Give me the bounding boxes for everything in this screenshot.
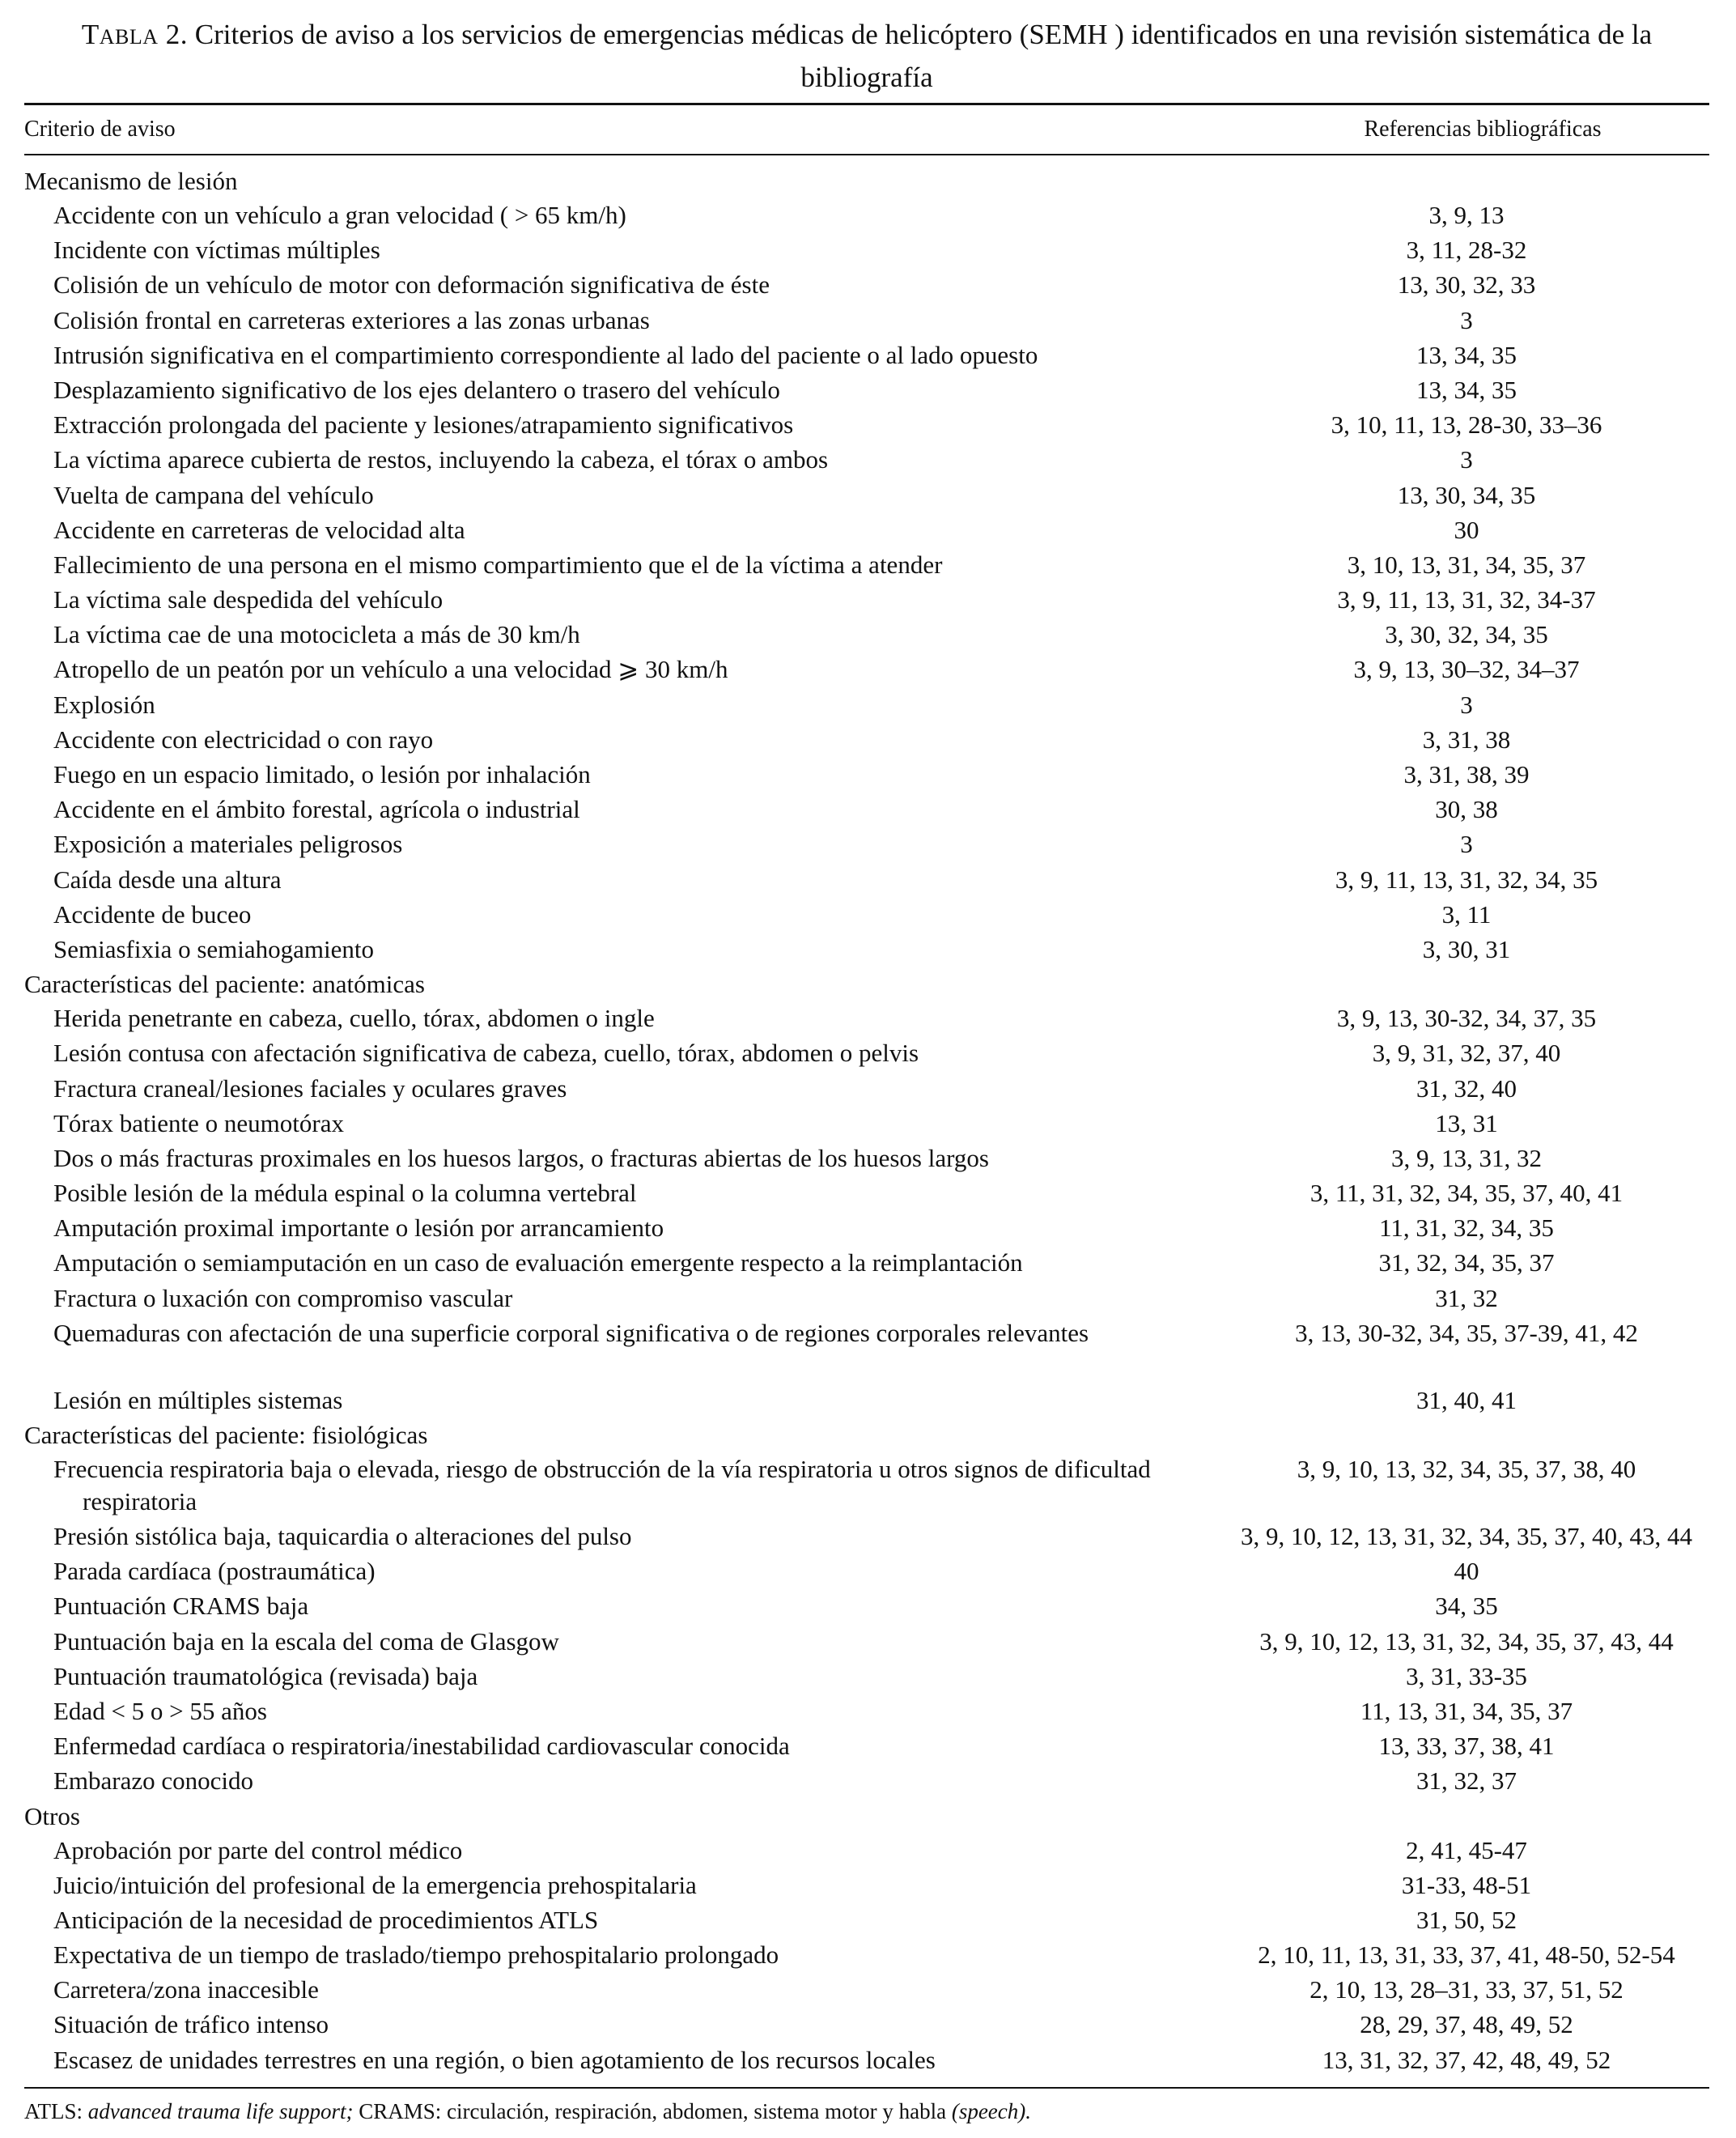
table-row: [24, 793, 1709, 828]
section-row: [24, 1419, 1709, 1453]
references-cell: 40: [1454, 1557, 1479, 1586]
criterion-cell: Frecuencia respiratoria baja o elevada, riesgo de obstrucción de la vía respiratoria u otros signos de dificultad respiratoria: [53, 1455, 1151, 1515]
criterion-cell: Exposición a materiales peligrosos: [53, 830, 403, 859]
table-row: [24, 864, 1709, 899]
table-footnote: [24, 2097, 1709, 2126]
bottom-rule: [24, 2087, 1709, 2089]
references-cell: 3, 11, 31, 32, 34, 35, 37, 40, 41: [1309, 1179, 1624, 1208]
criterion-cell: Amputación proximal importante o lesión por arrancamiento: [53, 1214, 664, 1243]
criterion-cell: Desplazamiento significativo de los ejes delantero o trasero del vehículo: [53, 375, 780, 404]
criterion-cell: Carretera/zona inaccesible: [53, 1975, 319, 2004]
criterion-cell: Fractura craneal/lesiones faciales y oculares graves: [53, 1073, 567, 1103]
table-row: [24, 584, 1709, 618]
table-row: [24, 269, 1709, 304]
table-row: [24, 653, 1709, 688]
criterion-cell: Colisión frontal en carreteras exteriores a las zonas urbanas: [53, 305, 650, 334]
table-row: [24, 1590, 1709, 1625]
criterion-cell: Puntuación baja en la escala del coma de Glasgow: [53, 1626, 559, 1656]
criterion-cell: Fallecimiento de una persona en el mismo compartimiento que el de la víctima a atender: [53, 550, 943, 579]
references-cell: 3, 9, 10, 13, 32, 34, 35, 37, 38, 40: [1297, 1455, 1636, 1483]
criterion-cell: Aprobación por parte del control médico: [53, 1835, 463, 1864]
table-row: [24, 828, 1709, 863]
header-criterion: Criterio de aviso: [24, 117, 176, 142]
section-title: Otros: [24, 1801, 80, 1830]
table-row: [24, 339, 1709, 374]
references-cell: 3, 31, 33-35: [1406, 1661, 1527, 1690]
references-cell: 2, 10, 11, 13, 31, 33, 37, 41, 48-50, 52-54: [1258, 1940, 1675, 1970]
table-row: [24, 1626, 1709, 1660]
criterion-cell: Caída desde una altura: [53, 865, 282, 894]
footnote-crams-def: circulación, respiración, abdomen, sistema motor y habla: [447, 2098, 947, 2123]
references-cell: 3, 31, 38: [1422, 725, 1511, 754]
criterion-cell: La víctima cae de una motocicleta a más de 30 km/h: [53, 620, 580, 649]
table-row: [24, 1384, 1709, 1419]
references-cell: 3: [1460, 445, 1473, 474]
table-row: [24, 1834, 1709, 1869]
references-cell: 31, 32: [1435, 1283, 1498, 1312]
footnote-crams-en: (speech).: [951, 2098, 1032, 2123]
table-row: [24, 1073, 1709, 1107]
references-cell: 11, 31, 32, 34, 35: [1379, 1214, 1554, 1243]
references-cell: 3, 9, 13: [1428, 201, 1505, 229]
table-page: [24, 15, 1709, 2126]
section-row: [24, 968, 1709, 1002]
criterion-cell: Puntuación CRAMS baja: [53, 1592, 309, 1621]
references-cell: 31, 50, 52: [1416, 1905, 1517, 1934]
table-row: [24, 759, 1709, 793]
table-row: [24, 234, 1709, 269]
footnote-atls-abbr: ATLS:: [24, 2098, 83, 2123]
references-cell: 3, 10, 11, 13, 28-30, 33–36: [1331, 410, 1602, 440]
criterion-cell: Anticipación de la necesidad de procedimientos ATLS: [53, 1905, 599, 1934]
criterion-cell: Vuelta de campana del vehículo: [53, 480, 374, 509]
criterion-cell: Fractura o luxación con compromiso vascular: [53, 1283, 513, 1312]
criterion-cell: Accidente en carreteras de velocidad alta: [53, 515, 465, 544]
references-cell: 3, 11, 28-32: [1406, 236, 1527, 265]
section-title: Mecanismo de lesión: [24, 167, 238, 195]
table-row: [24, 1002, 1709, 1037]
references-cell: 34, 35: [1435, 1592, 1498, 1621]
table-row: [24, 1555, 1709, 1590]
criterion-cell: Edad < 5 o > 55 años: [53, 1696, 267, 1725]
table-row: [24, 374, 1709, 409]
section-title: Características del paciente: fisiológicas: [24, 1421, 428, 1449]
criterion-cell: Amputación o semiamputación en un caso de evaluación emergente respecto a la reimplantación: [53, 1248, 1023, 1277]
references-cell: 3, 30, 31: [1422, 934, 1511, 963]
table-header: [24, 105, 1709, 154]
table-row: [24, 1177, 1709, 1212]
criterion-cell: Escasez de unidades terrestres en una región, o bien agotamiento de los recursos locales: [53, 2045, 936, 2074]
table-row: [24, 1765, 1709, 1800]
table-row: [24, 1974, 1709, 2008]
references-cell: 3: [1460, 830, 1473, 859]
table-row: [24, 2044, 1709, 2079]
section-row: [24, 165, 1709, 199]
footnote-crams-abbr: CRAMS:: [359, 2098, 442, 2123]
criterion-cell: Posible lesión de la médula espinal o la columna vertebral: [53, 1179, 637, 1208]
criterion-cell: Accidente en el ámbito forestal, agrícola o industrial: [53, 795, 580, 824]
table-row: [24, 899, 1709, 933]
criterion-cell: Fuego en un espacio limitado, o lesión por inhalación: [53, 760, 591, 788]
references-cell: 31, 32, 40: [1416, 1073, 1517, 1103]
references-cell: 13, 30, 32, 33: [1397, 270, 1536, 300]
references-cell: 3: [1460, 305, 1473, 334]
table-row: [24, 689, 1709, 724]
header-references: Referencias bibliográficas: [1364, 117, 1602, 142]
criterion-cell: Intrusión significativa en el compartimiento correspondiente al lado del paciente o al lado opuesto: [53, 340, 1038, 369]
references-cell: 13, 30, 34, 35: [1397, 480, 1536, 509]
table-row: [24, 1730, 1709, 1765]
table-row: [24, 1695, 1709, 1730]
references-cell: 30: [1454, 515, 1479, 544]
table-row: [24, 1037, 1709, 1072]
references-cell: 3, 9, 10, 12, 13, 31, 32, 34, 35, 37, 40, 43, 44: [1241, 1522, 1692, 1550]
references-cell: 31, 40, 41: [1416, 1385, 1517, 1414]
criterion-cell: Dos o más fracturas proximales en los huesos largos, o fracturas abiertas de los huesos largos: [53, 1143, 989, 1172]
references-cell: 13, 31: [1435, 1108, 1498, 1137]
criterion-cell: Accidente con un vehículo a gran velocidad ( > 65 km/h): [53, 201, 626, 229]
table-row: [24, 1939, 1709, 1974]
references-cell: 3, 9, 13, 31, 32: [1391, 1143, 1542, 1172]
table-caption-text: Criterios de aviso a los servicios de emergencias médicas de helicóptero (SEMH ) identificados en una revisión sistemática de la bibliografía: [194, 19, 1653, 93]
table-row: [24, 2008, 1709, 2043]
criterion-cell: Puntuación traumatológica (revisada) baja: [53, 1661, 478, 1690]
table-label: TABLA 2.: [81, 19, 189, 50]
criterion-cell: Accidente con electricidad o con rayo: [53, 725, 434, 754]
references-cell: 3, 9, 11, 13, 31, 32, 34, 35: [1335, 865, 1598, 894]
criterion-cell: Herida penetrante en cabeza, cuello, tórax, abdomen o ingle: [53, 1004, 655, 1033]
references-cell: 3, 9, 13, 30–32, 34–37: [1353, 655, 1580, 684]
criterion-cell: Embarazo conocido: [53, 1766, 254, 1796]
table-row: [24, 1453, 1709, 1520]
table-row: [24, 1904, 1709, 1939]
table-row: [24, 409, 1709, 444]
references-cell: 3, 13, 30-32, 34, 35, 37-39, 41, 42: [1295, 1318, 1638, 1347]
criterion-cell: Situación de tráfico intenso: [53, 2010, 329, 2039]
table-row: [24, 514, 1709, 549]
table-row: [24, 199, 1709, 234]
references-cell: 13, 31, 32, 37, 42, 48, 49, 52: [1322, 2045, 1611, 2074]
criterion-cell: Atropello de un peatón por un vehículo a una velocidad ⩾ 30 km/h: [53, 655, 728, 684]
table-row: [24, 549, 1709, 584]
references-cell: 2, 10, 13, 28–31, 33, 37, 51, 52: [1309, 1975, 1624, 2004]
criterion-cell: Accidente de buceo: [53, 899, 252, 929]
criterion-cell: Incidente con víctimas múltiples: [53, 236, 380, 265]
table-row: [24, 1142, 1709, 1177]
references-cell: 13, 33, 37, 38, 41: [1378, 1732, 1555, 1761]
references-cell: 3, 9, 11, 13, 31, 32, 34-37: [1337, 585, 1596, 614]
table-row: [24, 1317, 1709, 1384]
references-cell: 3, 9, 13, 30-32, 34, 37, 35: [1336, 1004, 1597, 1033]
table-row: [24, 479, 1709, 514]
criterion-cell: Parada cardíaca (postraumática): [53, 1557, 376, 1586]
section-row: [24, 1800, 1709, 1834]
criterion-cell: Colisión de un vehículo de motor con deformación significativa de éste: [53, 270, 770, 300]
criterion-cell: Lesión contusa con afectación significativa de cabeza, cuello, tórax, abdomen o pelvis: [53, 1039, 919, 1068]
references-cell: 30, 38: [1435, 795, 1498, 824]
criterion-cell: La víctima sale despedida del vehículo: [53, 585, 444, 614]
table-caption: [24, 15, 1709, 98]
table-row: [24, 304, 1709, 339]
references-cell: 3, 31, 38, 39: [1403, 760, 1530, 788]
references-cell: 3: [1460, 690, 1473, 719]
table-row: [24, 444, 1709, 478]
references-cell: 3, 9, 10, 12, 13, 31, 32, 34, 35, 37, 43, 44: [1259, 1626, 1674, 1656]
criterion-cell: Quemaduras con afectación de una superficie corporal significativa o de regiones corporales relevantes: [53, 1318, 1089, 1347]
criterion-cell: Juicio/intuición del profesional de la emergencia prehospitalaria: [53, 1870, 697, 1899]
references-cell: 11, 13, 31, 34, 35, 37: [1360, 1696, 1573, 1725]
table-row: [24, 1520, 1709, 1555]
section-title: Características del paciente: anatómicas: [24, 970, 425, 999]
criterion-cell: Expectativa de un tiempo de traslado/tiempo prehospitalario prolongado: [53, 1940, 779, 1970]
references-cell: 31-33, 48-51: [1401, 1870, 1532, 1899]
table-row: [24, 933, 1709, 968]
table-row: [24, 1247, 1709, 1282]
references-cell: 3, 30, 32, 34, 35: [1385, 620, 1548, 649]
table-row: [24, 1869, 1709, 1904]
criterion-cell: Extracción prolongada del paciente y lesiones/atrapamiento significativos: [53, 410, 794, 440]
criterion-cell: Presión sistólica baja, taquicardia o alteraciones del pulso: [53, 1522, 632, 1550]
references-cell: 3, 9, 31, 32, 37, 40: [1372, 1039, 1561, 1068]
references-cell: 31, 32, 37: [1416, 1766, 1517, 1796]
footnote-atls-def: advanced trauma life support;: [87, 2098, 354, 2123]
criterion-cell: Lesión en múltiples sistemas: [53, 1385, 343, 1414]
table-row: [24, 1660, 1709, 1695]
table-body: [24, 155, 1709, 2087]
table-row: [24, 724, 1709, 759]
table-row: [24, 1282, 1709, 1317]
references-cell: 3, 10, 13, 31, 34, 35, 37: [1347, 550, 1586, 579]
references-cell: 31, 32, 34, 35, 37: [1378, 1248, 1555, 1277]
table-row: [24, 1107, 1709, 1142]
table-row: [24, 1212, 1709, 1247]
references-cell: 13, 34, 35: [1416, 340, 1517, 369]
criterion-cell: Explosión: [53, 690, 155, 719]
references-cell: 13, 34, 35: [1416, 375, 1517, 404]
criterion-cell: Semiasfixia o semiahogamiento: [53, 934, 375, 963]
references-cell: 28, 29, 37, 48, 49, 52: [1360, 2010, 1573, 2039]
table-row: [24, 618, 1709, 653]
references-cell: 2, 41, 45-47: [1406, 1835, 1527, 1864]
criterion-cell: La víctima aparece cubierta de restos, incluyendo la cabeza, el tórax o ambos: [53, 445, 829, 474]
references-cell: 3, 11: [1441, 899, 1492, 929]
criterion-cell: Tórax batiente o neumotórax: [53, 1108, 344, 1137]
criterion-cell: Enfermedad cardíaca o respiratoria/inestabilidad cardiovascular conocida: [53, 1732, 790, 1761]
